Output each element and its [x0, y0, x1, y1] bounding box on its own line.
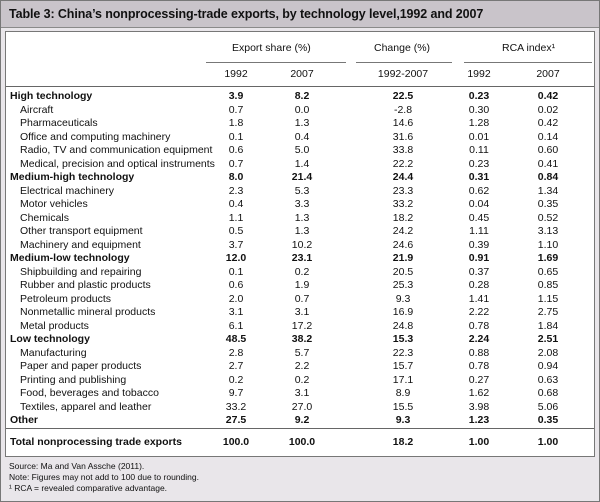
cell-rca-2007: 0.02 [537, 103, 559, 116]
subcategory-label: Food, beverages and tobacco [20, 387, 159, 399]
note-rca-definition: ¹ RCA = revealed comparative advantage. [9, 483, 168, 493]
subheader-rca-2007: 2007 [536, 68, 560, 80]
table-title: Table 3: China’s nonprocessing-trade exports, by technology level,1992 and 2007 [9, 7, 484, 21]
cell-rca-2007: 1.15 [537, 292, 559, 305]
cell-rca-2007: 0.85 [537, 279, 559, 291]
cell-change: 31.6 [392, 130, 414, 143]
cell-change: 22.2 [392, 157, 414, 170]
cell-export-2007: 17.2 [291, 319, 313, 332]
cell-rca-2007: 1.10 [537, 238, 559, 251]
cell-export-2007: 0.7 [294, 292, 310, 305]
cell-export-1992: 2.8 [228, 346, 244, 359]
subcategory-label: Medical, precision and optical instruments [20, 157, 215, 170]
total-export-1992: 100.0 [222, 436, 250, 448]
cell-rca-1992: 0.31 [468, 171, 490, 183]
header-export-share: Export share (%) [232, 42, 311, 54]
cell-change: 20.5 [392, 265, 414, 278]
subheader-rca-1992: 1992 [467, 68, 491, 80]
cell-rca-2007: 0.84 [537, 171, 559, 183]
cell-change: 8.9 [395, 387, 411, 399]
cell-change: 15.7 [392, 360, 414, 372]
category-label: High technology [10, 90, 93, 102]
cell-rca-1992: 0.27 [468, 373, 490, 386]
cell-export-1992: 0.6 [228, 144, 244, 156]
cell-rca-1992: 1.62 [468, 387, 490, 399]
cell-export-1992: 1.1 [228, 211, 244, 224]
cell-export-2007: 0.0 [294, 103, 310, 116]
cell-change: 24.6 [392, 238, 414, 251]
cell-change: 33.2 [392, 198, 414, 210]
cell-rca-1992: 0.37 [468, 265, 490, 278]
header-divider [6, 86, 594, 87]
cell-change: 9.3 [395, 414, 411, 426]
cell-export-2007: 38.2 [291, 333, 313, 345]
title-bar [1, 1, 599, 28]
cell-export-2007: 1.9 [294, 279, 310, 291]
cell-export-1992: 0.5 [228, 225, 244, 237]
subcategory-label: Metal products [20, 319, 89, 332]
cell-rca-2007: 0.14 [537, 130, 559, 143]
cell-export-2007: 0.2 [294, 265, 310, 278]
cell-export-2007: 0.4 [294, 130, 310, 143]
header-change-rule [356, 62, 452, 63]
cell-export-1992: 12.0 [225, 252, 247, 264]
cell-rca-1992: 0.04 [468, 198, 490, 210]
subcategory-label: Printing and publishing [20, 373, 127, 386]
cell-export-1992: 1.8 [228, 117, 244, 129]
cell-export-1992: 3.7 [228, 238, 244, 251]
cell-change: 9.3 [395, 292, 411, 305]
total-rca-1992: 1.00 [468, 436, 490, 448]
subcategory-label: Textiles, apparel and leather [20, 400, 152, 413]
cell-export-1992: 0.1 [228, 130, 244, 143]
cell-change: 21.9 [392, 252, 414, 264]
subcategory-label: Rubber and plastic products [20, 279, 151, 291]
cell-rca-1992: 2.24 [468, 333, 490, 345]
cell-export-1992: 33.2 [225, 400, 247, 413]
cell-rca-2007: 0.35 [537, 198, 559, 210]
cell-rca-2007: 2.51 [537, 333, 559, 345]
subcategory-label: Office and computing machinery [20, 130, 171, 143]
cell-rca-2007: 0.41 [537, 157, 559, 170]
total-rca-2007: 1.00 [537, 436, 559, 448]
cell-rca-2007: 1.34 [537, 184, 559, 197]
subcategory-label: Shipbuilding and repairing [20, 265, 142, 278]
cell-export-2007: 5.7 [294, 346, 310, 359]
cell-export-1992: 0.7 [228, 157, 244, 170]
data-table [5, 31, 595, 457]
cell-export-1992: 8.0 [228, 171, 244, 183]
cell-export-1992: 27.5 [225, 414, 247, 426]
cell-rca-1992: 0.78 [468, 319, 490, 332]
cell-export-2007: 5.3 [294, 184, 310, 197]
cell-rca-1992: 0.62 [468, 184, 490, 197]
subcategory-label: Manufacturing [20, 346, 87, 359]
category-label: Medium-low technology [10, 252, 130, 264]
cell-change: 24.4 [392, 171, 414, 183]
cell-change: 14.6 [392, 117, 414, 129]
header-rca-rule [464, 62, 592, 63]
cell-rca-1992: 3.98 [468, 400, 490, 413]
cell-export-1992: 9.7 [228, 387, 244, 399]
cell-rca-1992: 0.78 [468, 360, 490, 372]
cell-rca-2007: 5.06 [537, 400, 559, 413]
cell-export-1992: 6.1 [228, 319, 244, 332]
cell-export-1992: 0.7 [228, 103, 244, 116]
cell-change: 24.8 [392, 319, 414, 332]
cell-rca-2007: 0.42 [537, 90, 559, 102]
cell-rca-2007: 0.63 [537, 373, 559, 386]
cell-export-2007: 23.1 [291, 252, 313, 264]
cell-export-2007: 10.2 [291, 238, 313, 251]
cell-export-2007: 1.3 [294, 211, 310, 224]
cell-export-2007: 21.4 [291, 171, 313, 183]
cell-export-2007: 1.3 [294, 117, 310, 129]
cell-change: 22.5 [392, 90, 414, 102]
cell-rca-1992: 1.11 [469, 225, 489, 237]
header-change: Change (%) [374, 42, 431, 54]
cell-export-1992: 48.5 [225, 333, 247, 345]
cell-rca-2007: 0.94 [537, 360, 559, 372]
cell-export-1992: 0.1 [228, 265, 244, 278]
cell-export-1992: 3.9 [228, 90, 244, 102]
cell-change: 23.3 [392, 184, 414, 197]
subcategory-label: Pharmaceuticals [20, 117, 98, 129]
cell-rca-2007: 0.42 [537, 117, 559, 129]
cell-rca-1992: 0.88 [468, 346, 490, 359]
cell-export-2007: 3.3 [294, 198, 310, 210]
cell-export-1992: 2.3 [228, 184, 244, 197]
cell-export-1992: 0.4 [228, 198, 244, 210]
total-divider [6, 428, 594, 429]
cell-rca-1992: 1.41 [468, 292, 490, 305]
cell-rca-1992: 0.91 [468, 252, 490, 264]
cell-change: 15.3 [392, 333, 414, 345]
cell-change: 33.8 [392, 144, 414, 156]
cell-export-2007: 3.1 [294, 306, 310, 318]
cell-rca-2007: 2.75 [537, 306, 559, 318]
total-label: Total nonprocessing trade exports [10, 436, 182, 448]
cell-rca-1992: 2.22 [468, 306, 490, 318]
total-change: 18.2 [392, 436, 414, 448]
cell-rca-2007: 1.69 [537, 252, 559, 264]
cell-export-2007: 1.3 [294, 225, 310, 237]
cell-export-2007: 3.1 [294, 387, 310, 399]
subcategory-label: Petroleum products [20, 292, 112, 305]
cell-rca-1992: 0.45 [468, 211, 490, 224]
cell-export-1992: 0.6 [228, 279, 244, 291]
header-rca-index: RCA index¹ [502, 42, 556, 54]
subcategory-label: Aircraft [20, 103, 54, 116]
subcategory-label: Radio, TV and communication equipment [20, 144, 213, 156]
cell-rca-1992: 0.39 [468, 238, 490, 251]
cell-export-2007: 1.4 [294, 157, 310, 170]
table-notes [9, 461, 199, 494]
cell-rca-1992: 0.23 [468, 90, 490, 102]
cell-rca-2007: 1.84 [537, 319, 559, 332]
cell-rca-2007: 0.52 [537, 211, 559, 224]
total-export-2007: 100.0 [288, 436, 316, 448]
subheader-export-2007: 2007 [290, 68, 314, 80]
cell-rca-1992: 0.28 [468, 279, 490, 291]
category-label: Low technology [10, 333, 90, 345]
subcategory-label: Nonmetallic mineral products [20, 306, 156, 318]
cell-rca-2007: 3.13 [537, 225, 559, 237]
cell-rca-2007: 2.08 [537, 346, 559, 359]
cell-rca-2007: 0.68 [537, 387, 559, 399]
subcategory-label: Motor vehicles [20, 198, 88, 210]
cell-export-2007: 0.2 [294, 373, 310, 386]
cell-export-1992: 3.1 [228, 306, 244, 318]
cell-change: 24.2 [392, 225, 414, 237]
cell-rca-1992: 0.30 [468, 103, 490, 116]
cell-rca-1992: 0.23 [468, 157, 490, 170]
cell-export-2007: 8.2 [294, 90, 310, 102]
subheader-export-1992: 1992 [224, 68, 248, 80]
note-source: Source: Ma and Van Assche (2011). [9, 461, 145, 471]
subcategory-label: Electrical machinery [20, 184, 114, 197]
cell-change: 15.5 [392, 400, 414, 413]
cell-rca-2007: 0.60 [537, 144, 559, 156]
cell-change: 17.1 [392, 373, 414, 386]
cell-rca-2007: 0.35 [537, 414, 559, 426]
cell-export-2007: 27.0 [291, 400, 313, 413]
cell-export-2007: 2.2 [294, 360, 310, 372]
cell-rca-1992: 1.23 [468, 414, 490, 426]
cell-rca-2007: 0.65 [537, 265, 559, 278]
cell-rca-1992: 0.01 [468, 130, 490, 143]
category-label: Medium-high technology [10, 171, 135, 183]
cell-change: 16.9 [392, 306, 414, 318]
cell-export-2007: 5.0 [294, 144, 310, 156]
note-rounding: Note: Figures may not add to 100 due to rounding. [9, 472, 199, 482]
cell-change: 22.3 [392, 346, 414, 359]
cell-rca-1992: 0.11 [469, 144, 489, 156]
cell-change: -2.8 [393, 103, 413, 116]
subcategory-label: Machinery and equipment [20, 238, 141, 251]
cell-export-1992: 2.0 [228, 292, 244, 305]
cell-export-2007: 9.2 [294, 414, 310, 426]
cell-rca-1992: 1.28 [468, 117, 490, 129]
subcategory-label: Paper and paper products [20, 360, 142, 372]
cell-change: 25.3 [392, 279, 414, 291]
cell-export-1992: 0.2 [228, 373, 244, 386]
subcategory-label: Other transport equipment [20, 225, 143, 237]
category-label: Other [10, 414, 39, 426]
subcategory-label: Chemicals [20, 211, 70, 224]
header-export-share-rule [206, 62, 346, 63]
cell-export-1992: 2.7 [228, 360, 244, 372]
subheader-change-range: 1992-2007 [377, 68, 429, 80]
cell-change: 18.2 [392, 211, 414, 224]
